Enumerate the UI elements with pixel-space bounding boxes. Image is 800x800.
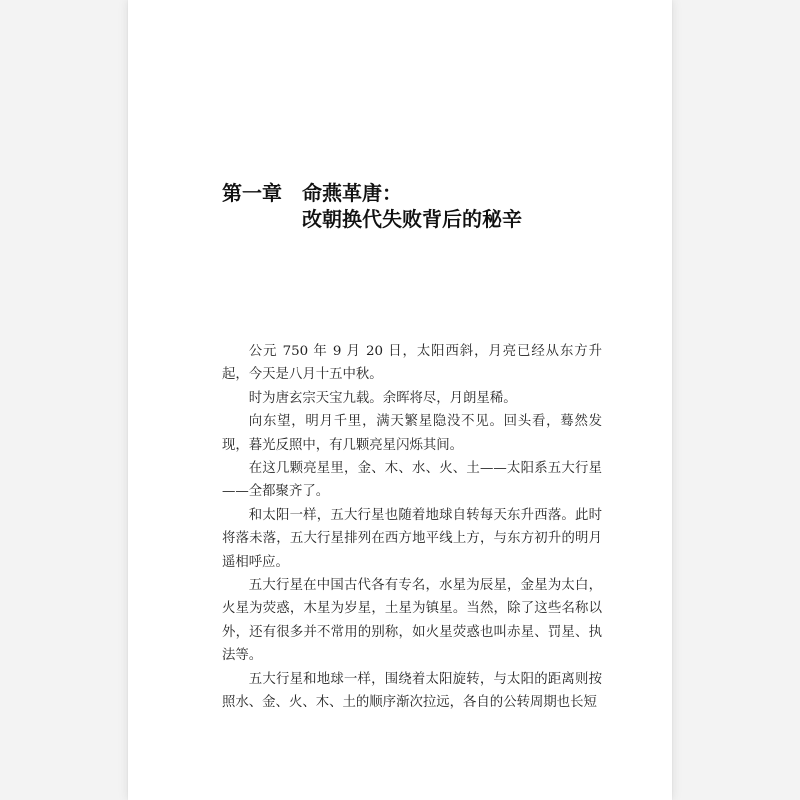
chapter-title-line2: 改朝换代失败背后的秘辛 bbox=[302, 207, 522, 231]
chapter-heading bbox=[222, 180, 542, 232]
paragraph: 和太阳一样，五大行星也随着地球自转每天东升西落。此时将落未落，五大行星排列在西方地平线上方，与东方初升的明月遥相呼应。 bbox=[222, 507, 602, 570]
paragraph: 公元 750 年 9 月 20 日，太阳西斜，月亮已经从东方升起，今天是八月十五中秋。 bbox=[222, 344, 602, 383]
paragraph: 时为唐玄宗天宝九载。余晖将尽，月朗星稀。 bbox=[248, 390, 517, 406]
chapter-label: 第一章 bbox=[222, 181, 282, 205]
chapter-title-line1: 命燕革唐： bbox=[302, 181, 402, 205]
paragraph: 向东望，明月千里，满天繁星隐没不见。回头看，蓦然发现，暮光反照中，有几颗亮星闪烁其间。 bbox=[222, 414, 602, 453]
paragraph: 五大行星和地球一样，围绕着太阳旋转，与太阳的距离则按照水、金、火、木、土的顺序渐次拉远，各自的公转周期也长短 bbox=[222, 671, 602, 711]
paragraph: 在这几颗亮星里，金、木、水、火、土——太阳系五大行星——全都聚齐了。 bbox=[222, 461, 602, 500]
paragraph: 五大行星在中国古代各有专名，水星为辰星，金星为太白，火星为荧惑，木星为岁星，土星为镇星。当然，除了这些名称以外，还有很多并不常用的别称，如火星荧惑也叫赤星、罚星、执法等。 bbox=[222, 578, 602, 664]
chapter-body bbox=[222, 340, 602, 715]
